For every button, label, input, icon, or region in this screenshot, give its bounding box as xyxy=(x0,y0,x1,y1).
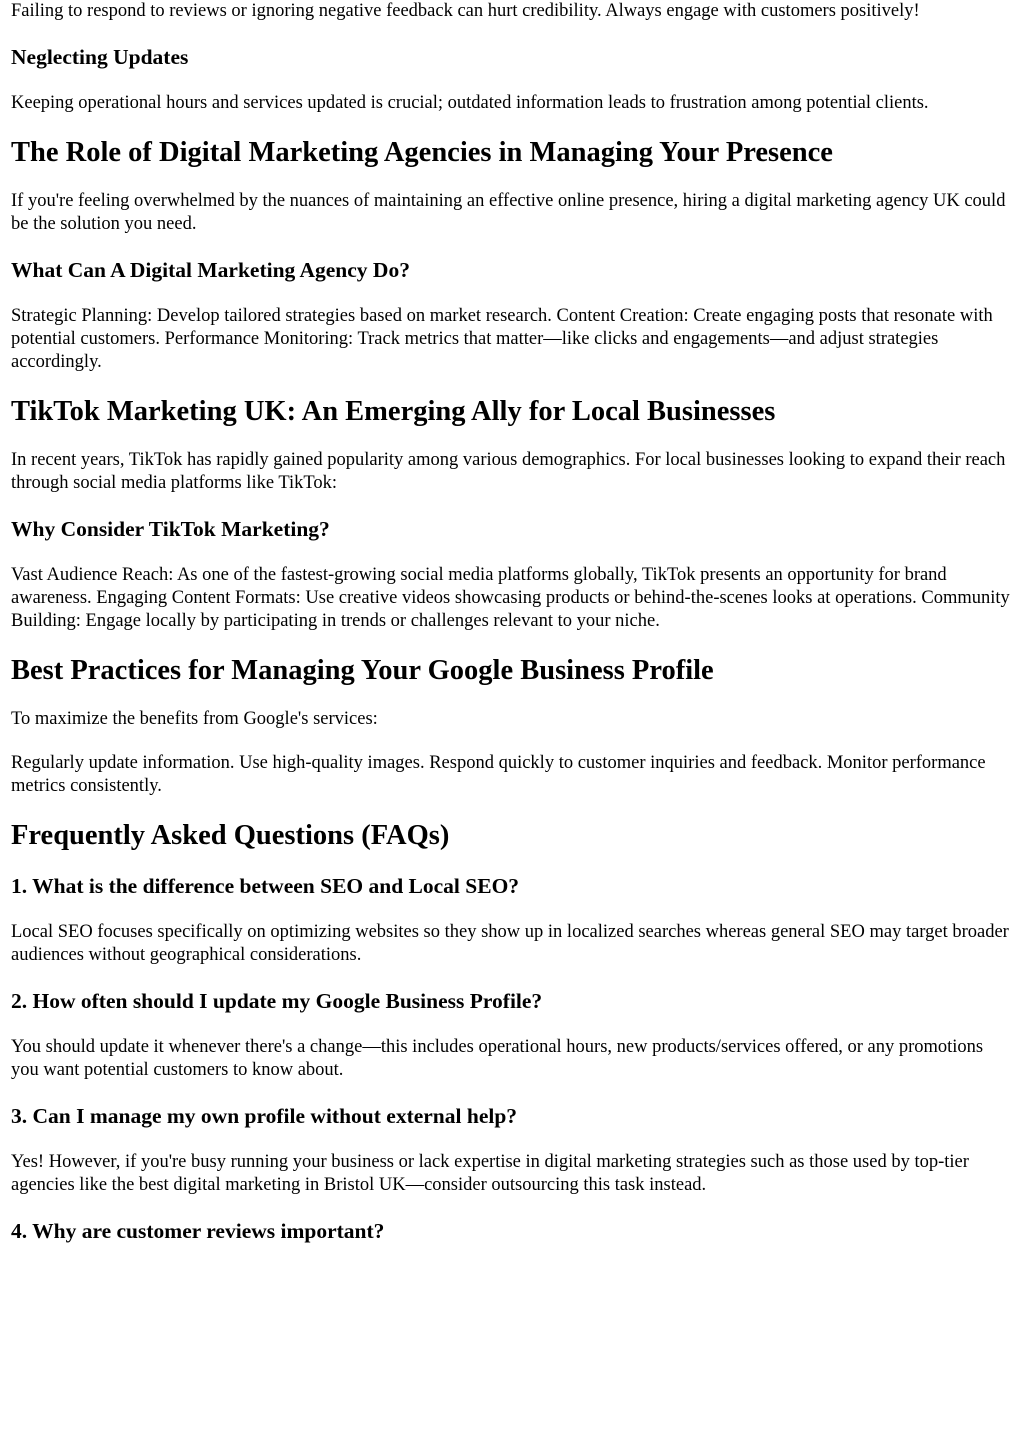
paragraph-practices-list: Regularly update information. Use high-quality images. Respond quickly to customer inquiries and feedback. Monitor performance metrics consistently. xyxy=(11,753,986,796)
heading-faqs: Frequently Asked Questions (FAQs) xyxy=(11,820,450,851)
paragraph-review-response: Failing to respond to reviews or ignoring negative feedback can hurt credibility. Always engage with customers positively! xyxy=(11,1,920,21)
faq-answer-2: You should update it whenever there's a change—this includes operational hours, new products/services offered, or any promotions you want potential customers to know about. xyxy=(11,1037,984,1080)
faq-question-2: 2. How often should I update my Google Business Profile? xyxy=(11,989,543,1013)
heading-best-practices: Best Practices for Managing Your Google Business Profile xyxy=(11,655,714,686)
paragraph-hiring-agency: If you're feeling overwhelmed by the nuances of maintaining an effective online presence, hiring a digital marketing agency UK could be the solution you need. xyxy=(11,191,1006,234)
paragraph-tiktok-intro: In recent years, TikTok has rapidly gained popularity among various demographics. For local businesses looking to expand their reach through social media platforms like TikTok: xyxy=(11,450,1006,493)
faq-question-1: 1. What is the difference between SEO and Local SEO? xyxy=(11,874,520,898)
paragraph-tiktok-reasons: Vast Audience Reach: As one of the fastest-growing social media platforms globally, TikTok presents an opportunity for brand awareness. Engaging Content Formats: Use creative videos showcasing products or behind-the-scenes looks at operations. Community Building: Engage locally by participating in trends or challenges relevant to your niche. xyxy=(11,565,1010,631)
heading-why-tiktok: Why Consider TikTok Marketing? xyxy=(11,517,330,541)
heading-role-of-agencies: The Role of Digital Marketing Agencies in Managing Your Presence xyxy=(11,137,833,168)
paragraph-agency-services: Strategic Planning: Develop tailored strategies based on market research. Content Creation: Create engaging posts that resonate with potential customers. Performance Monitoring: Track metrics that matter—like clicks and engagements—and adjust strategies accordingly. xyxy=(11,306,993,372)
faq-question-3: 3. Can I manage my own profile without external help? xyxy=(11,1104,518,1128)
heading-tiktok-marketing: TikTok Marketing UK: An Emerging Ally for Local Businesses xyxy=(11,396,776,427)
faq-answer-3: Yes! However, if you're busy running your business or lack expertise in digital marketing strategies such as those used by top-tier agencies like the best digital marketing in Bristol UK—consider outsourcing this task instead. xyxy=(11,1152,969,1195)
paragraph-maximize-benefits: To maximize the benefits from Google's services: xyxy=(11,709,378,729)
faq-question-4: 4. Why are customer reviews important? xyxy=(11,1219,385,1243)
heading-neglecting-updates: Neglecting Updates xyxy=(11,45,189,69)
heading-what-agency-can-do: What Can A Digital Marketing Agency Do? xyxy=(11,258,410,282)
paragraph-keeping-updated: Keeping operational hours and services updated is crucial; outdated information leads to frustration among potential clients. xyxy=(11,93,929,113)
faq-answer-1: Local SEO focuses specifically on optimizing websites so they show up in localized searches whereas general SEO may target broader audiences without geographical considerations. xyxy=(11,922,1009,965)
